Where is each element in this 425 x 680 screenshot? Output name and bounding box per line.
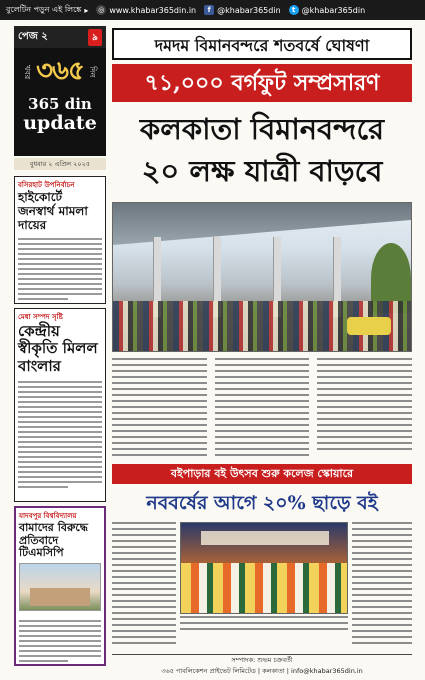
story-ipr[interactable]: [14, 308, 106, 502]
story-body: [15, 375, 105, 494]
facebook-icon: f: [204, 5, 214, 15]
lead-red-band: ৭১,০০০ বর্গফুট সম্প্রসারণ: [112, 64, 412, 102]
lead-headline[interactable]: [112, 108, 412, 198]
twitter-link[interactable]: [289, 5, 366, 15]
story-title: হাইকোর্টে জনস্বার্থ মামলা দায়ের: [18, 190, 88, 232]
logo-suffix: দিন: [87, 66, 97, 78]
facebook-link[interactable]: [204, 5, 281, 15]
masthead-page-row: [14, 26, 106, 48]
issue-date: বুধবার ২ এপ্রিল ২০২৫: [14, 158, 106, 170]
headline-line-1: কলকাতা বিমানবন্দরে: [139, 112, 385, 146]
bookfair-text-right: [352, 522, 412, 650]
issue-number: ৯: [88, 29, 102, 46]
bulletin-prompt-text: বুলেটিন পড়ুন এই লিঙ্কে: [6, 4, 82, 14]
facebook-handle: @khabar365din: [217, 5, 281, 15]
masthead-update: update: [23, 112, 97, 134]
logo-prefix: খবর: [23, 64, 33, 80]
headline-line-2: ২০ লক্ষ যাত্রী বাড়বে: [141, 154, 383, 188]
website-text: www.khabar365din.in: [109, 5, 197, 15]
bookfair-text-left: [112, 522, 176, 650]
lead-kicker: দমদম বিমানবন্দরে শতবর্ষে ঘোষণা: [112, 28, 412, 60]
globe-icon: ◎: [98, 6, 105, 14]
website-link[interactable]: [96, 5, 196, 15]
bulletin-prompt[interactable]: [6, 4, 88, 17]
page-footer: [112, 654, 412, 676]
airport-photo: [112, 202, 412, 352]
twitter-icon: t: [289, 5, 299, 15]
top-strip: [0, 0, 425, 20]
story-body: [16, 614, 104, 668]
masthead: [14, 26, 106, 156]
protest-photo: [19, 563, 101, 611]
bookfair-photo: [180, 522, 348, 614]
logo-number: ৩৬৫: [36, 56, 84, 86]
masthead-name: 365 din: [28, 95, 92, 113]
story-title: কেন্দ্রীয় স্বীকৃতি মিলল বাংলার: [18, 322, 98, 375]
bookfair-kicker: বইপাড়ার বই উৎসব শুরু কলেজ স্কোয়ারে: [112, 464, 412, 484]
story-basirhat[interactable]: [14, 176, 106, 304]
story-jadavpur[interactable]: [14, 506, 106, 666]
masthead-logo: [14, 48, 106, 96]
twitter-handle: @khabar365din: [301, 5, 366, 15]
story-tag: মেধা সম্পদ সৃষ্টি: [18, 313, 63, 321]
footer-editor: সম্পাদক: শুভম চক্রবর্তী: [231, 656, 293, 664]
arrow-right-icon: ▸: [84, 5, 89, 15]
footer-address: ৩৬৫ পাবলিকেশন প্রাইভেট লিমিটেড | কলকাতা | info@khabar365din.in: [161, 667, 363, 675]
bookfair-caption: [180, 616, 348, 634]
lead-body-text: [112, 358, 412, 462]
story-tag: যাদবপুর বিশ্ববিদ্যালয়: [19, 512, 77, 520]
bookfair-headline[interactable]: নববর্ষের আগে ২০% ছাড়ে বই: [146, 492, 378, 514]
story-body: [15, 232, 105, 306]
story-title: বামাদের বিরুদ্ধে প্রতিবাদে টিএমসিপি: [19, 521, 88, 560]
story-tag: বসিরহাট উপনির্বাচন: [18, 181, 75, 189]
page-label: পেজ ২: [18, 30, 48, 42]
